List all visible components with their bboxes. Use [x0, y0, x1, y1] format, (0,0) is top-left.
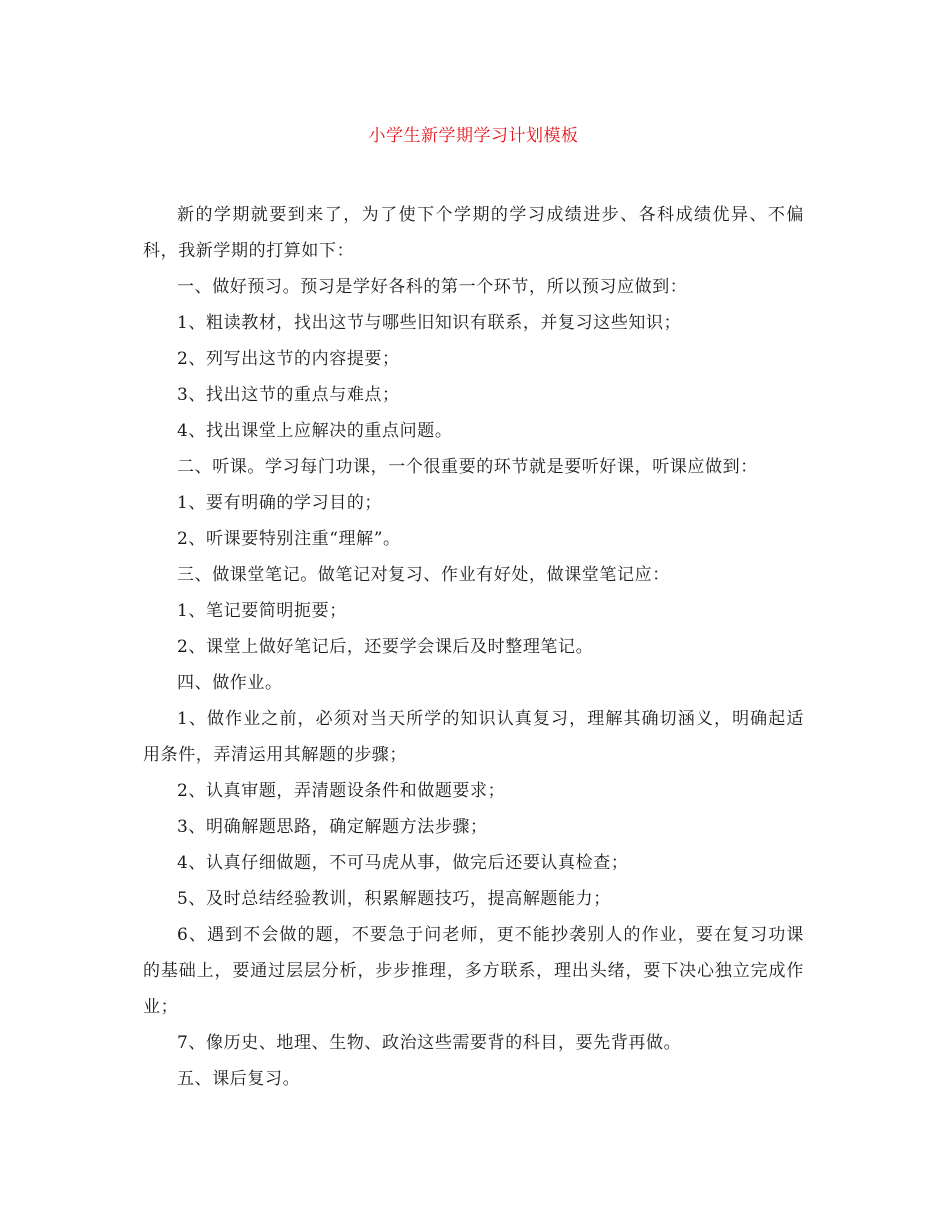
paragraph-list-item: 2、听课要特别注重“理解”。	[177, 529, 401, 549]
paragraph-list-item: 6、遇到不会做的题，不要急于问老师，更不能抄袭别人的作业，要在复习功课的基础上，要通过层层分析，步步推理，多方联系，理出头绪，要下决心独立完成作业；	[143, 925, 804, 1017]
paragraph-list-item: 2、认真审题，弄清题设条件和做题要求；	[177, 781, 506, 801]
paragraph-section-5-heading: 五、课后复习。	[177, 1069, 301, 1089]
document-body	[143, 197, 804, 1097]
paragraph-list-item: 4、找出课堂上应解决的重点问题。	[177, 421, 453, 441]
paragraph-list-item: 2、课堂上做好笔记后，还要学会课后及时整理笔记。	[177, 637, 594, 657]
paragraph-section-1-heading: 一、做好预习。预习是学好各科的第一个环节，所以预习应做到：	[177, 277, 688, 297]
document-title: 小学生新学期学习计划模板	[368, 126, 579, 146]
paragraph-section-3-heading: 三、做课堂笔记。做笔记对复习、作业有好处，做课堂笔记应：	[177, 565, 670, 585]
paragraph-list-item: 1、要有明确的学习目的；	[177, 493, 383, 513]
paragraph-section-2-heading: 二、听课。学习每门功课，一个很重要的环节就是要听好课，听课应做到：	[177, 457, 758, 477]
paragraph-section-4-heading: 四、做作业。	[177, 673, 283, 693]
paragraph-list-item: 3、找出这节的重点与难点；	[177, 385, 400, 405]
paragraph-list-item: 2、列写出这节的内容提要；	[177, 349, 400, 369]
paragraph-list-item: 1、做作业之前，必须对当天所学的知识认真复习，理解其确切涵义，明确起适用条件，弄清运用其解题的步骤；	[143, 709, 804, 765]
paragraph-list-item: 3、明确解题思路，确定解题方法步骤；	[177, 817, 488, 837]
paragraph-list-item: 1、粗读教材，找出这节与哪些旧知识有联系，并复习这些知识；	[177, 313, 682, 333]
paragraph-intro: 新的学期就要到来了，为了使下个学期的学习成绩进步、各科成绩优异、不偏科，我新学期的打算如下：	[143, 205, 804, 261]
paragraph-list-item: 4、认真仔细做题，不可马虎从事，做完后还要认真检查；	[177, 853, 629, 873]
paragraph-list-item: 1、笔记要简明扼要；	[177, 601, 347, 621]
paragraph-list-item: 7、像历史、地理、生物、政治这些需要背的科目，要先背再做。	[177, 1033, 682, 1053]
paragraph-list-item: 5、及时总结经验教训，积累解题技巧，提高解题能力；	[177, 889, 611, 909]
